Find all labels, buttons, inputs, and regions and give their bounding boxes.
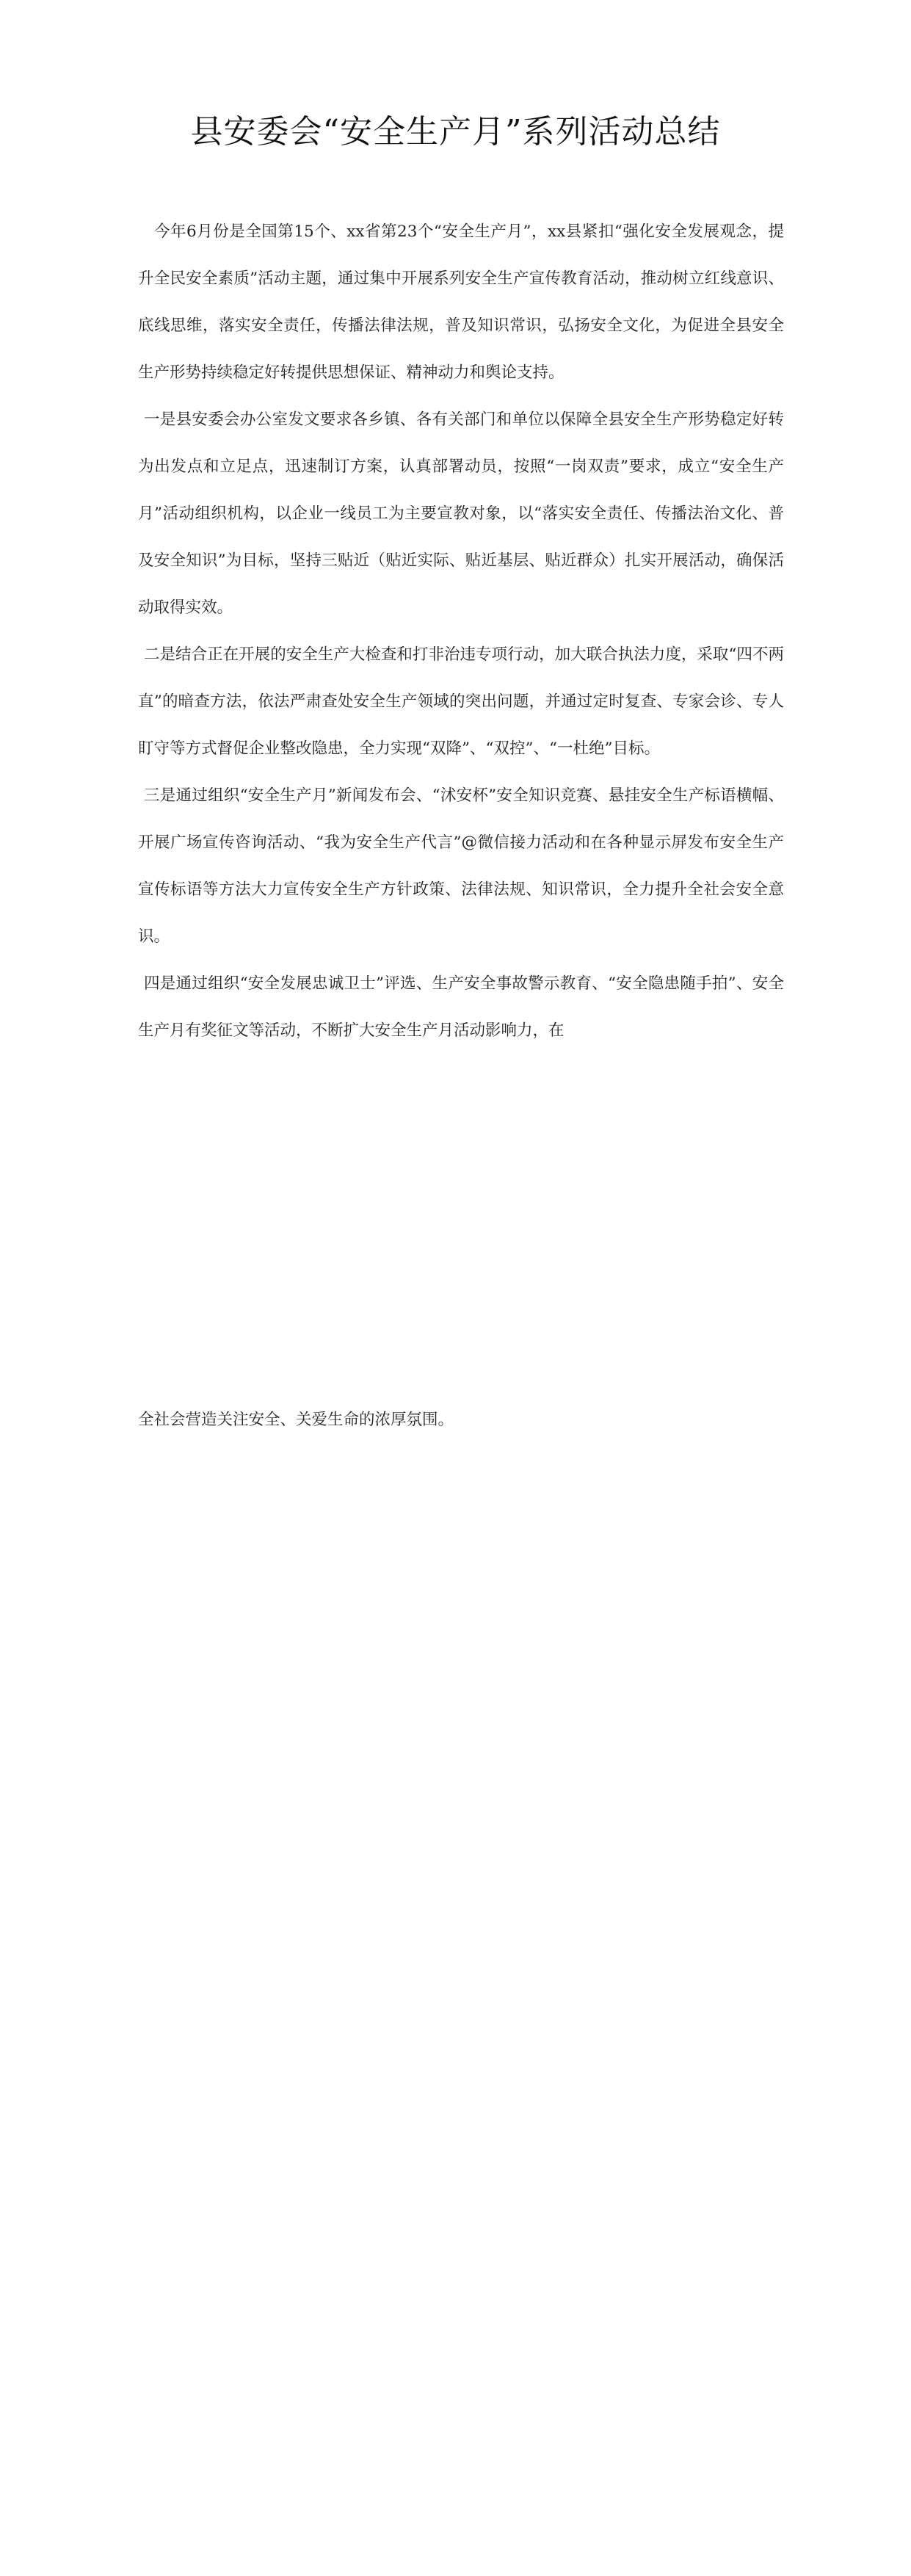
document-title: 县安委会“安全生产月”系列活动总结 xyxy=(190,113,721,151)
paragraph-point-three: 三是通过组织“安全生产月”新闻发布会、“沭安杯”安全知识竞赛、悬挂安全生产标语横幅、开展广场宣传咨询活动、“我为安全生产代言”@微信接力活动和在各种显示屏发布安全生产宣传标语等方法大力宣传安全生产方针政策、法律法规、知识常识，全力提升全社会安全意识。 xyxy=(138,786,784,946)
document-body xyxy=(138,209,784,1054)
paragraph-point-one: 一是县安委会办公室发文要求各乡镇、各有关部门和单位以保障全县安全生产形势稳定好转为出发点和立足点，迅速制订方案，认真部署动员，按照“一岗双责”要求，成立“安全生产月”活动组织机构，以企业一线员工为主要宣教对象，以“落实安全责任、传播法治文化、普及安全知识”为目标，坚持三贴近（贴近实际、贴近基层、贴近群众）扎实开展活动，确保活动取得实效。 xyxy=(138,410,784,617)
paragraph-point-two: 二是结合正在开展的安全生产大检查和打非治违专项行动，加大联合执法力度，采取“四不两直”的暗查方法，依法严肃查处安全生产领域的突出问题，并通过定时复查、专家会诊、专人盯守等方式督促企业整改隐患，全力实现“双降”、“双控”、“一杜绝”目标。 xyxy=(138,645,784,758)
paragraph-continuation: 全社会营造关注安全、关爱生命的浓厚氛围。 xyxy=(138,1411,454,1429)
paragraph-intro: 今年6月份是全国第15个、xx省第23个“安全生产月”，xx县紧扣“强化安全发展观念，提升全民安全素质”活动主题，通过集中开展系列安全生产宣传教育活动，推动树立红线意识、底线思维，落实安全责任，传播法律法规，普及知识常识，弘扬安全文化，为促进全县安全生产形势持续稳定好转提供思想保证、精神动力和舆论支持。 xyxy=(138,222,784,382)
paragraph-point-four: 四是通过组织“安全发展忠诚卫士”评选、生产安全事故警示教育、“安全隐患随手拍”、安全生产月有奖征文等活动，不断扩大安全生产月活动影响力，在 xyxy=(138,974,784,1040)
